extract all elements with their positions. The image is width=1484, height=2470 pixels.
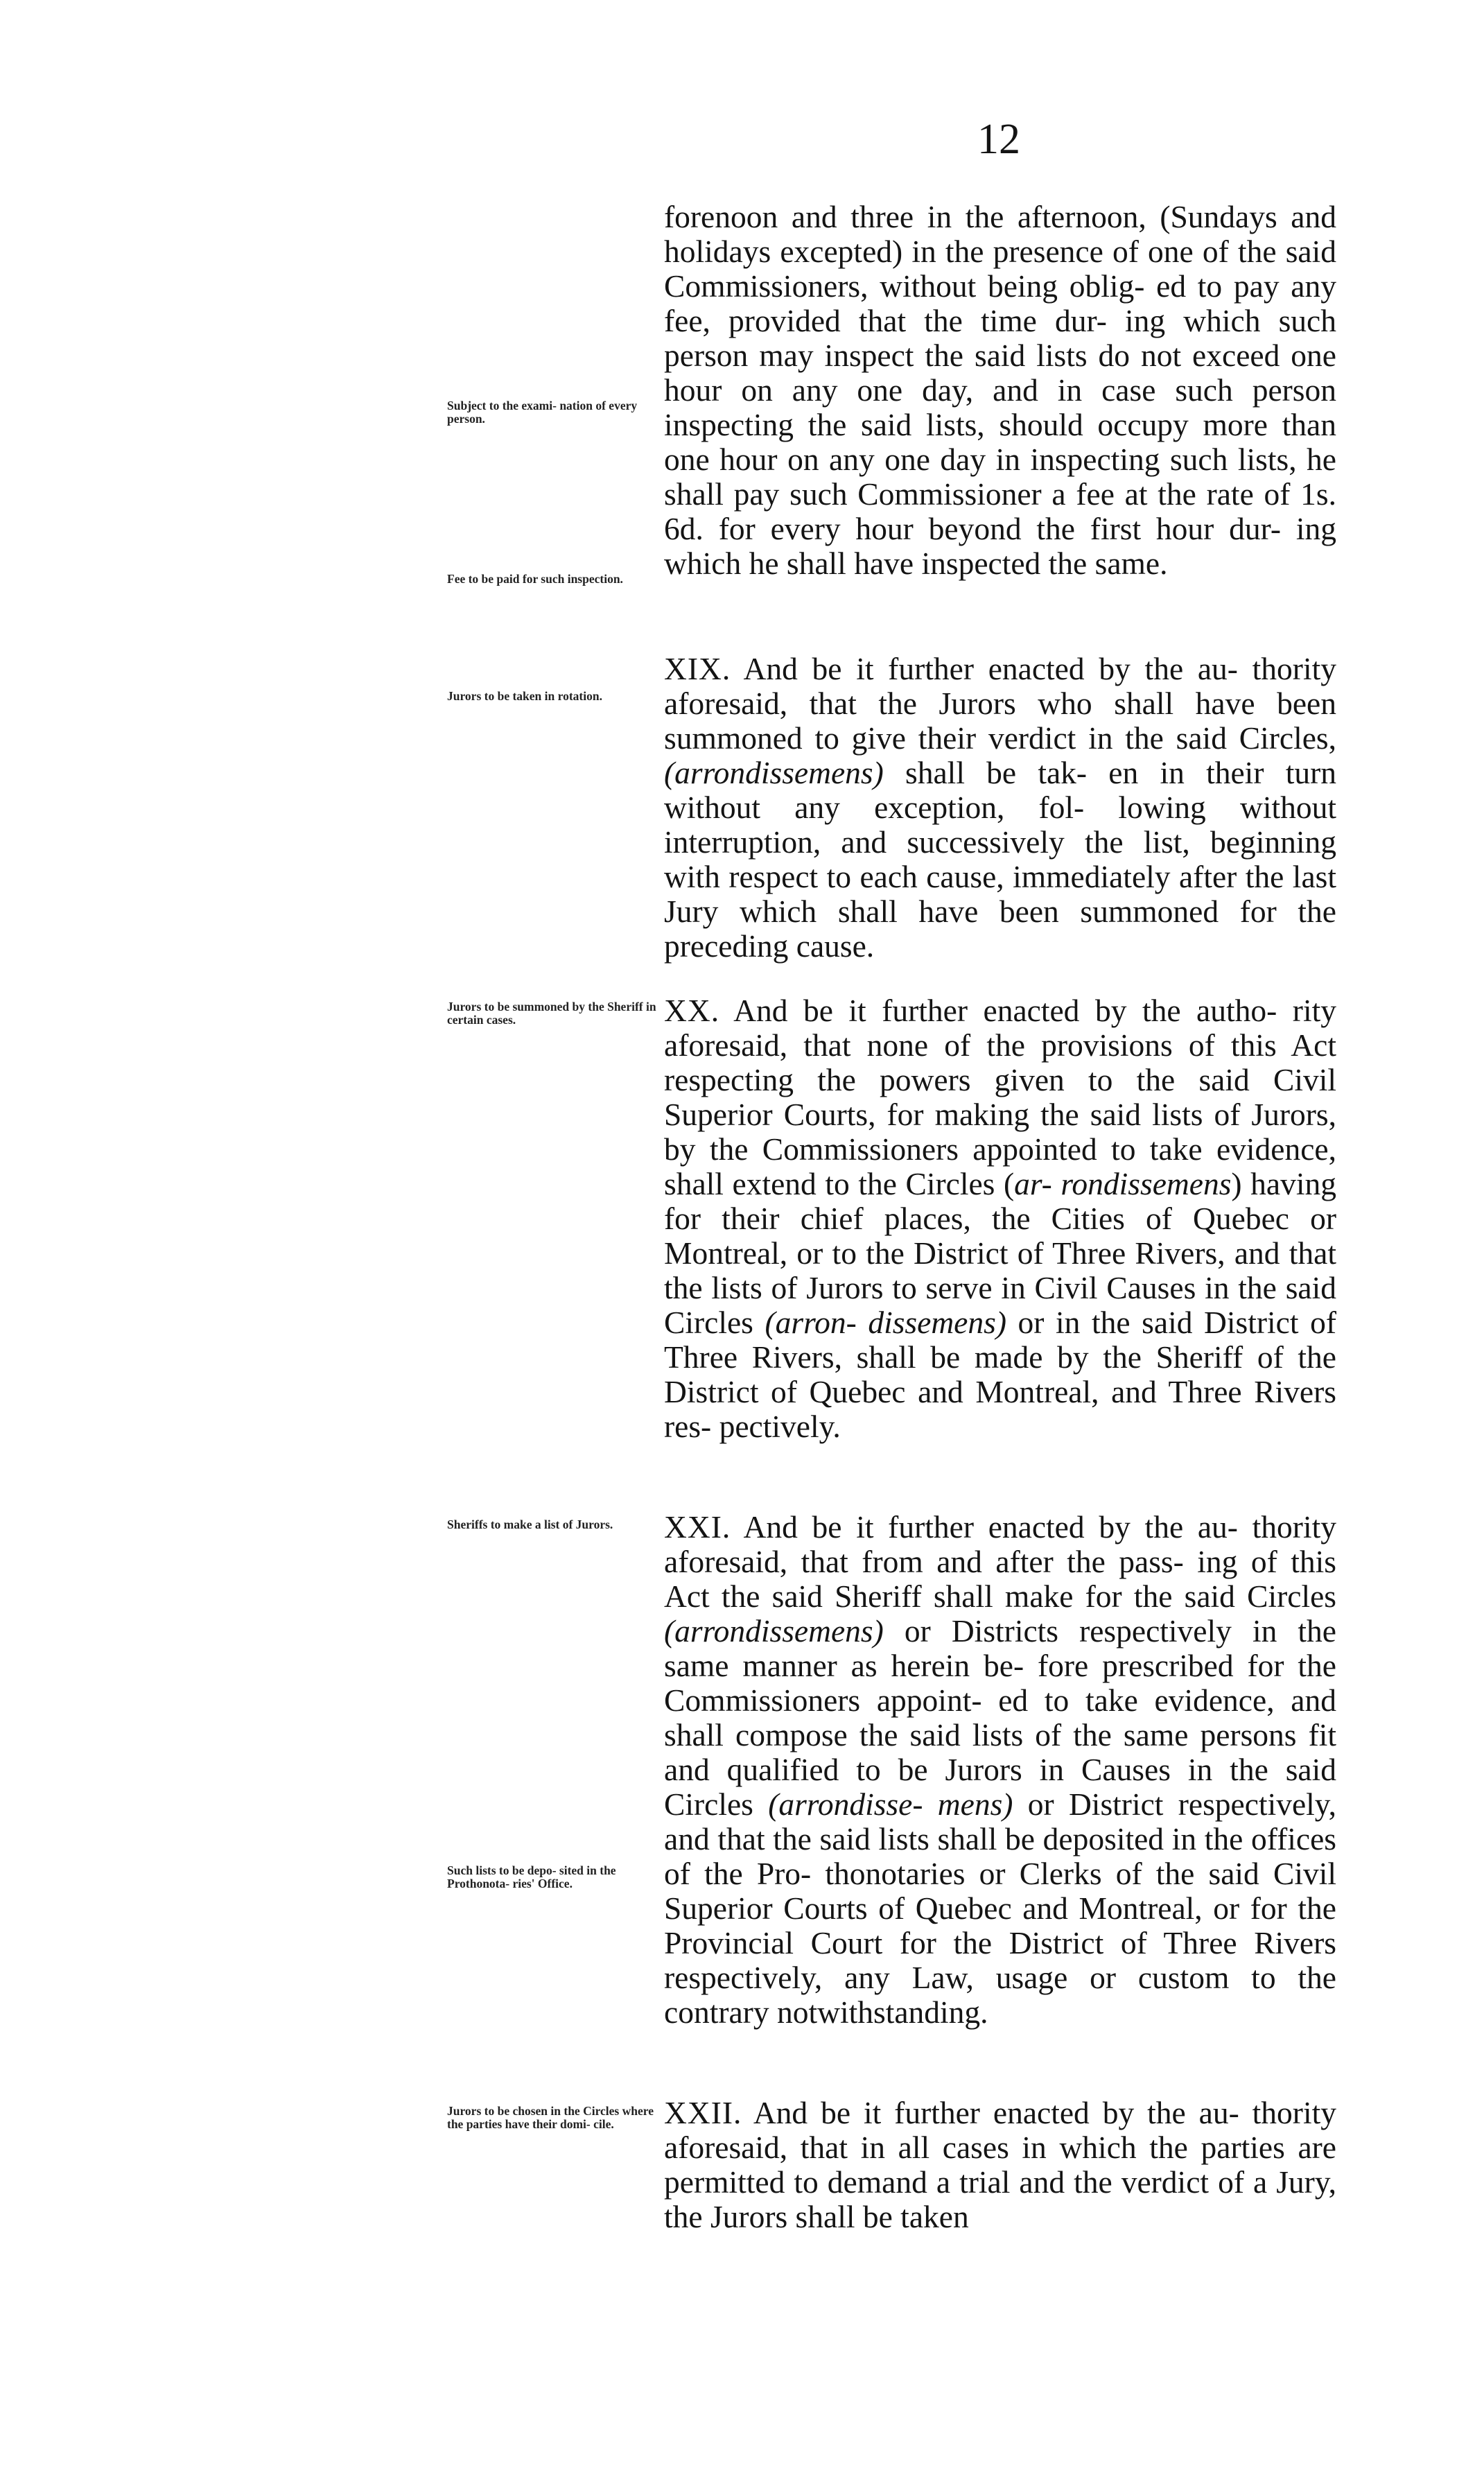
section-20-heading: XX. (664, 993, 720, 1028)
sidenote-examination: Subject to the exami- nation of every person. (447, 399, 638, 426)
section-22-text: And be it further enacted by the au- thority aforesaid, that in all cases in which the parties are permitted to demand a trial and the verdict of a Jury, the Jurors shall be taken (664, 2095, 1336, 2234)
sidenote-deposited: Such lists to be depo- sited in the Prothonota- ries' Office. (447, 1863, 616, 1890)
section-22 (664, 2096, 1336, 2234)
section-20-text: And be it further enacted by the autho- rity aforesaid, that none of the provisions of this Act respecting the powers given to the said Civil Superior Courts, for making the said lists of Jurors, by the Commissioners appointed to take evidence, shall extend to the Circles ( (664, 993, 1336, 1201)
section-20-italic-2: (arron- dissemens) (765, 1305, 1006, 1340)
section-22-heading: XXII. (664, 2095, 742, 2130)
sidenote-sheriff-list: Sheriffs to make a list of Jurors. (447, 1517, 613, 1531)
section-21 (664, 1510, 1336, 2030)
sidenote-summoned-by-sheriff: Jurors to be summoned by the Sheriff in certain cases. (447, 1000, 656, 1027)
section-19-heading: XIX. (664, 651, 731, 686)
sidenote-rotation: Jurors to be taken in rotation. (447, 689, 602, 703)
section-19-text-end: shall be tak- en in their turn without any exception, fol- lowing without interruption, and successively the list, beginning with respect to each cause, immediately after the last Jury which shall have been summoned for the preceding cause. (664, 755, 1336, 964)
page-number: 12 (977, 116, 1020, 163)
section-21-text-middle: or Districts respectively in the same manner as herein be- fore prescribed for the Commissioners appoint- ed to take evidence, and shall compose the said lists of the same persons fit and qualified to be Jurors in Causes in the said Circles (664, 1613, 1336, 1822)
section-21-heading: XXI. (664, 1509, 731, 1545)
section-20-text-end: or in the said District of Three Rivers, shall be made by the Sheriff of the District of Quebec and Montreal, and Three Rivers res- pectively. (664, 1305, 1336, 1444)
section-21-italic-2: (arrondisse- mens) (768, 1786, 1013, 1822)
sidenote-chosen-in-circles: Jurors to be chosen in the Circles where the parties have their domi- cile. (447, 2104, 654, 2131)
section-21-text-end: or District respectively, and that the said lists shall be deposited in the offices of the Pro- thonotaries or Clerks of the said Civil Superior Courts of Quebec and Montreal, or for the Provincial Court for the District of Three Rivers respectively, any Law, usage or custom to the contrary notwithstanding. (664, 1786, 1336, 2030)
sidenote-fee: Fee to be paid for such inspection. (447, 572, 623, 586)
section-19-text: And be it further enacted by the au- thority aforesaid, that the Jurors who shall have been summoned to give their verdict in the said Circles, (664, 651, 1336, 756)
section-20 (664, 993, 1336, 1444)
section-19 (664, 652, 1336, 964)
paragraph-continuation: forenoon and three in the afternoon, (Sundays and holidays excepted) in the presence of one of the said Commissioners, without being oblig- ed to pay any fee, provided that the time dur- ing which such person may inspect the said lists do not exceed one hour on any one day, and in case such person inspecting the said lists, should occupy more than one hour on any one day in inspecting such lists, he shall pay such Commissioner a fee at the rate of 1s. 6d. for every hour beyond the first hour dur- ing which he shall have inspected the same. (664, 199, 1336, 581)
section-21-italic-1: (arrondissemens) (664, 1613, 884, 1649)
section-20-text-middle: ) having for their chief places, the Cities of Quebec or Montreal, or to the District of Three Rivers, and that the lists of Jurors to serve in Civil Causes in the said Circles (664, 1166, 1336, 1340)
section-19-italic: (arrondissemens) (664, 755, 884, 790)
section-20-italic-1: ar- rondissemens (1014, 1166, 1232, 1201)
section-21-text: And be it further enacted by the au- thority aforesaid, that from and after the pass- ing of this Act the said Sheriff shall make for the said Circles (664, 1509, 1336, 1614)
